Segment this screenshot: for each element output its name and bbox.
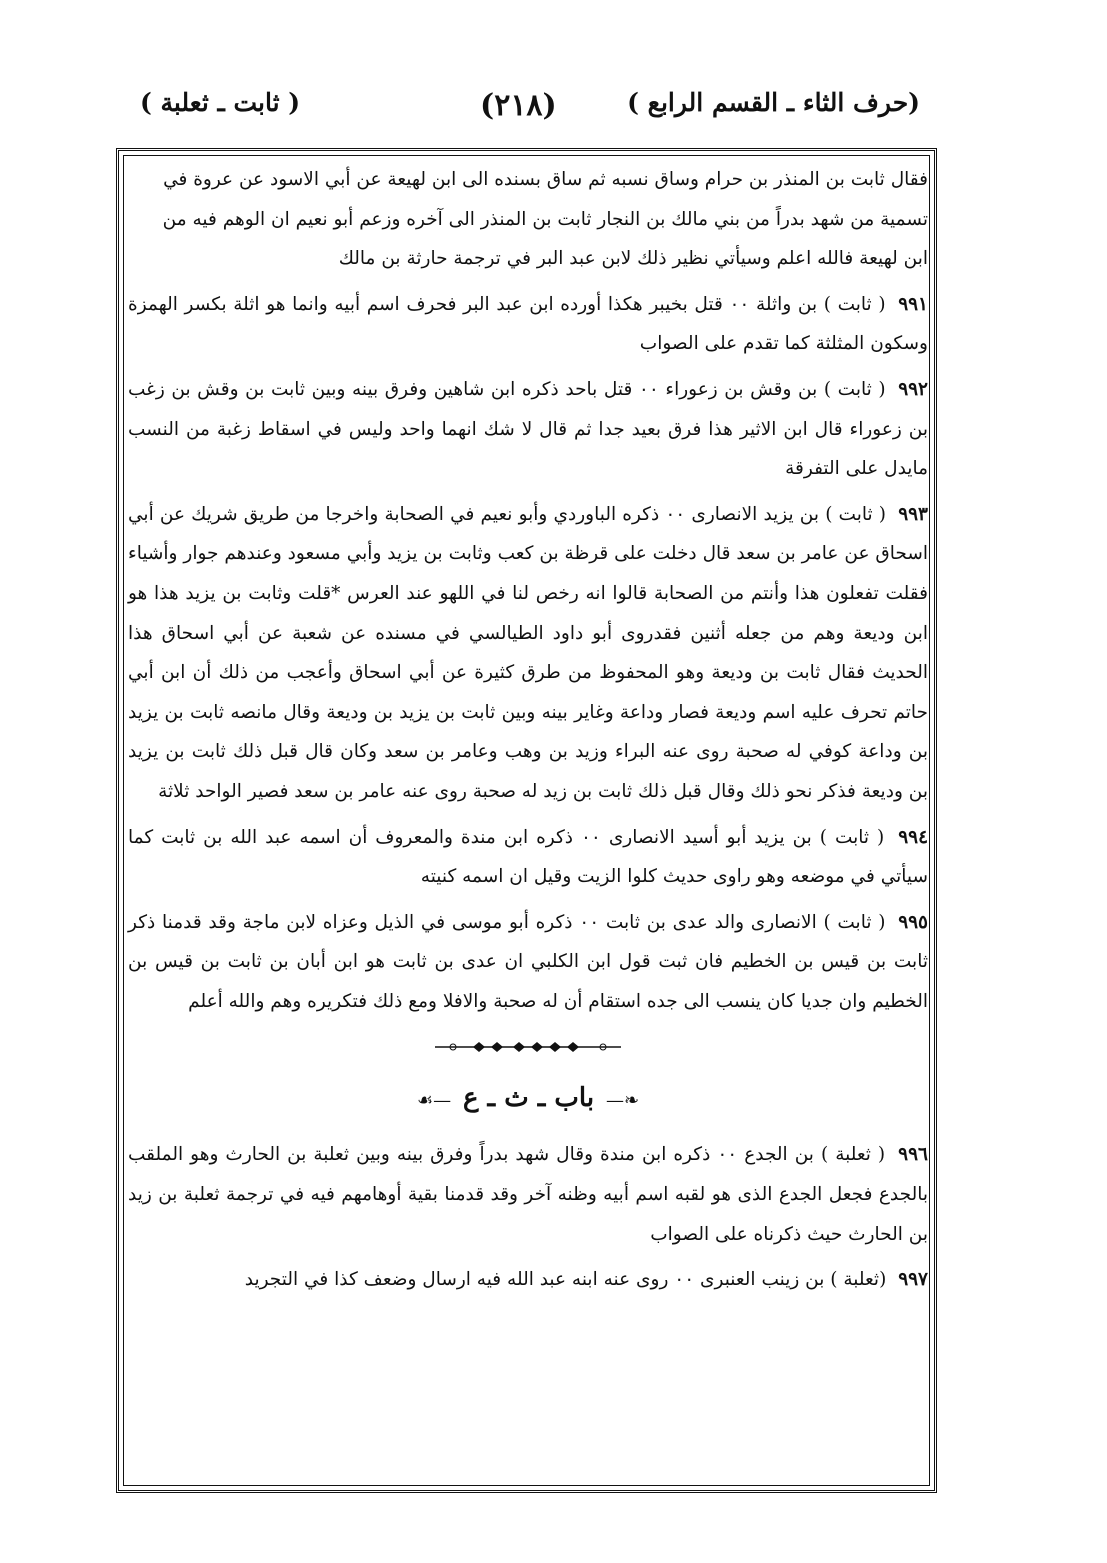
entry-996 [128, 1135, 928, 1254]
entry-991 [128, 285, 928, 364]
continuation-line-3: ابن لهيعة فالله اعلم وسيأتي نظير ذلك لابن عبد البر في ترجمة حارثة بن مالك [338, 248, 928, 270]
entry-number: ۹۹۱ [898, 293, 928, 315]
entry-number: ۹۹۷ [898, 1269, 928, 1291]
entry-992 [128, 370, 928, 489]
header-topic: ( ثابت ـ ثعلبة ) [140, 88, 301, 117]
entry-995 [128, 903, 928, 1022]
entry-number: ۹۹۲ [898, 378, 928, 400]
entry-number: ۹۹٦ [898, 1144, 928, 1166]
page-header [120, 88, 920, 138]
entry-number: ۹۹٤ [898, 826, 929, 848]
continuation-line-2: تسمية من شهد بدراً من بني مالك بن النجار ثابت بن المنذر الى آخره وزعم أبو نعيم ان الوهم فيه من [162, 208, 928, 230]
entry-text: ( ثابت ) بن واثلة ٠٠ قتل بخيبر هكذا أورده ابن عبد البر فحرف اسم أبيه وانما هو اثلة بكسر الهمزة وسكون المثلثة كما تقدم على الصواب [128, 293, 928, 355]
main-text [128, 160, 928, 1300]
entry-number: ۹۹۳ [898, 503, 928, 525]
entry-text: ( ثابت ) بن يزيد أبو أسيد الانصارى ٠٠ ذكره ابن مندة والمعروف أن اسمه عبد الله بن ثابت كما سيأتي في موضعه وهو راوى حديث كلوا الزيت وقيل ان اسمه كنيته [128, 826, 928, 888]
ornamental-rule-icon [433, 1039, 623, 1055]
page-number: (۲۱۸) [480, 88, 557, 123]
entry-text: ( ثابت ) الانصارى والد عدى بن ثابت ٠٠ ذكره أبو موسى في الذيل وعزاه لابن ماجة وقد قدمنا ذكر ثابت بن قيس بن الخطيم فان ثبت قول ابن الكلبي ان عدى بن ثابت هو ابن أبان بن ثابت بن قيس بن الخطيم وان جديا كان ينسب الى جده استقام أن له صحبة والافلا ومع ذلك فتكريره وهم والله أعلم [128, 911, 928, 1012]
entry-text: (ثعلبة ) بن زينب العنبرى ٠٠ روى عنه ابنه عبد الله فيه ارسال وضعف كذا في التجريد [244, 1269, 887, 1291]
entry-text: ( ثابت ) بن يزيد الانصارى ٠٠ ذكره الباوردي وأبو نعيم في الصحابة واخرجا من طريق شريك عن أبي اسحاق عن عامر بن سعد قال دخلت على قرظة بن كعب وثابت بن يزيد وأبي مسعود وعندهم جوار وأشياء فقلت تفعلون هذا وأنتم من الصحابة قالوا انه رخص لنا في اللهو عند العرس *قلت وثابت بن يزيد هذا هو ابن وديعة وهم من جعله أثنين فقدروى أبو داود الطيالسي في مسنده عن شعبة عن أبي اسحاق هذا الحديث فقال ثابت بن وديعة وهو المحفوظ من طرق كثيرة عن أبي اسحاق وأعجب من ذلك أن ابن أبي حاتم تحرف عليه اسم وديعة فصار وداعة وغاير بينه وبين ثابت بن يزيد بن وديعة وقال مانصه ثابت بن يزيد بن وداعة كوفي له صحبة روى عنه البراء وزيد بن وهب وعامر بن سعد وكان قال قبل ذلك ثابت بن يزيد بن وديعة فذكر نحو ذلك وقال قبل ذلك ثابت بن زيد له صحبة روى عنه عامر بن سعد فصير الواحد ثلاثة [128, 503, 928, 802]
section-title: باب ـ ث ـ ع [462, 1083, 595, 1114]
ornament-left-icon: —☙ [416, 1090, 452, 1112]
header-chapter: (حرف الثاء ـ القسم الرابع ) [627, 88, 920, 117]
ornament-right-icon: ❧— [605, 1090, 640, 1112]
entry-number: ۹۹٥ [898, 911, 928, 933]
entry-text: ( ثعلبة ) بن الجدع ٠٠ ذكره ابن مندة وقال شهد بدراً وفرق بينه وبين ثعلبة بن الحارث وهو الملقب بالجدع فجعل الجدع الذى هو لقبه اسم أبيه وظنه آخر وقد قدمنا بقية أوهامهم فيه في ترجمة ثعلبة بن زيد بن الحارث حيث ذكرناه على الصواب [128, 1144, 928, 1245]
entry-997 [128, 1260, 928, 1300]
section-heading [128, 1039, 928, 1114]
continuation-line-1: فقال ثابت بن المنذر بن حرام وساق نسبه ثم ساق بسنده الى ابن لهيعة عن أبي الاسود عن عروة في [163, 169, 928, 190]
entry-text: ( ثابت ) بن وقش بن زعوراء ٠٠ قتل باحد ذكره ابن شاهين وفرق بينه وبين ثابت بن وقش بن زغب بن زعوراء قال ابن الاثير هذا فرق بعيد جدا ثم قال لا شك انهما واحد وليس في اسقاط زغبة من النسب مايدل على التفرقة [128, 378, 928, 480]
entry-993 [128, 495, 928, 812]
entry-994 [128, 818, 928, 897]
